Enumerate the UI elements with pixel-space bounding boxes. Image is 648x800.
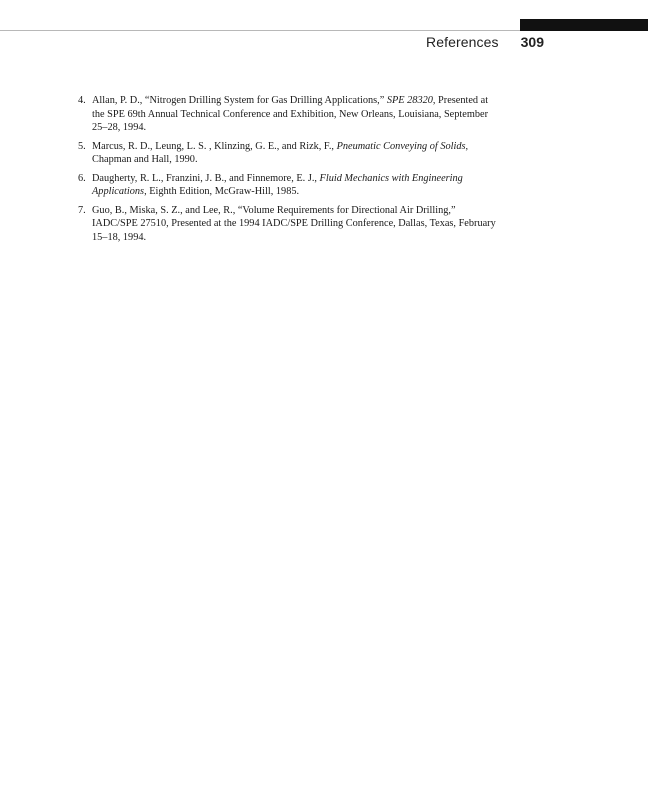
reference-text	[92, 140, 496, 167]
reference-text-before: Allan, P. D., “Nitrogen Drilling System for Gas Drilling Applications,”	[92, 95, 387, 106]
reference-text-after: , Chapman and Hall, 1990.	[92, 140, 469, 165]
reference-text	[92, 172, 496, 199]
reference-item	[78, 94, 496, 135]
reference-number: 4.	[78, 95, 86, 106]
reference-number: 7.	[78, 204, 86, 216]
reference-list	[78, 94, 496, 249]
reference-text-before: Guo, B., Miska, S. Z., and Lee, R., “Volume Requirements for Directional Air Drilling,” IADC/SPE 27510, Presented at the 1994 IADC/SPE Drilling Conference, Dallas, Texas, February 15–18, 1994.	[92, 204, 496, 243]
reference-text-before: Daugherty, R. L., Franzini, J. B., and Finnemore, E. J.,	[92, 172, 320, 184]
reference-text-before: Marcus, R. D., Leung, L. S. , Klinzing, G. E., and Rizk, F.,	[92, 140, 337, 152]
reference-item	[78, 204, 496, 245]
chapter-thumb-tab	[520, 19, 648, 31]
reference-title-italic: SPE 28320	[386, 95, 433, 106]
reference-title-italic: Fluid Mechanics with Engineering Applications	[92, 172, 463, 197]
reference-text	[92, 94, 496, 135]
page-number: 309	[520, 34, 544, 50]
reference-item	[78, 172, 496, 199]
reference-number: 5.	[78, 140, 86, 152]
section-title: References	[426, 34, 499, 50]
reference-text	[92, 204, 496, 245]
reference-item	[78, 140, 496, 167]
reference-title-italic: Pneumatic Conveying of Solids	[336, 140, 466, 152]
reference-text-after: , Eighth Edition, McGraw-Hill, 1985.	[144, 186, 300, 197]
reference-number: 6.	[78, 172, 86, 184]
running-head	[426, 34, 544, 50]
reference-text-after: , Presented at the SPE 69th Annual Technical Conference and Exhibition, New Orleans, Louisiana, September 25–28, 1994.	[92, 95, 489, 133]
